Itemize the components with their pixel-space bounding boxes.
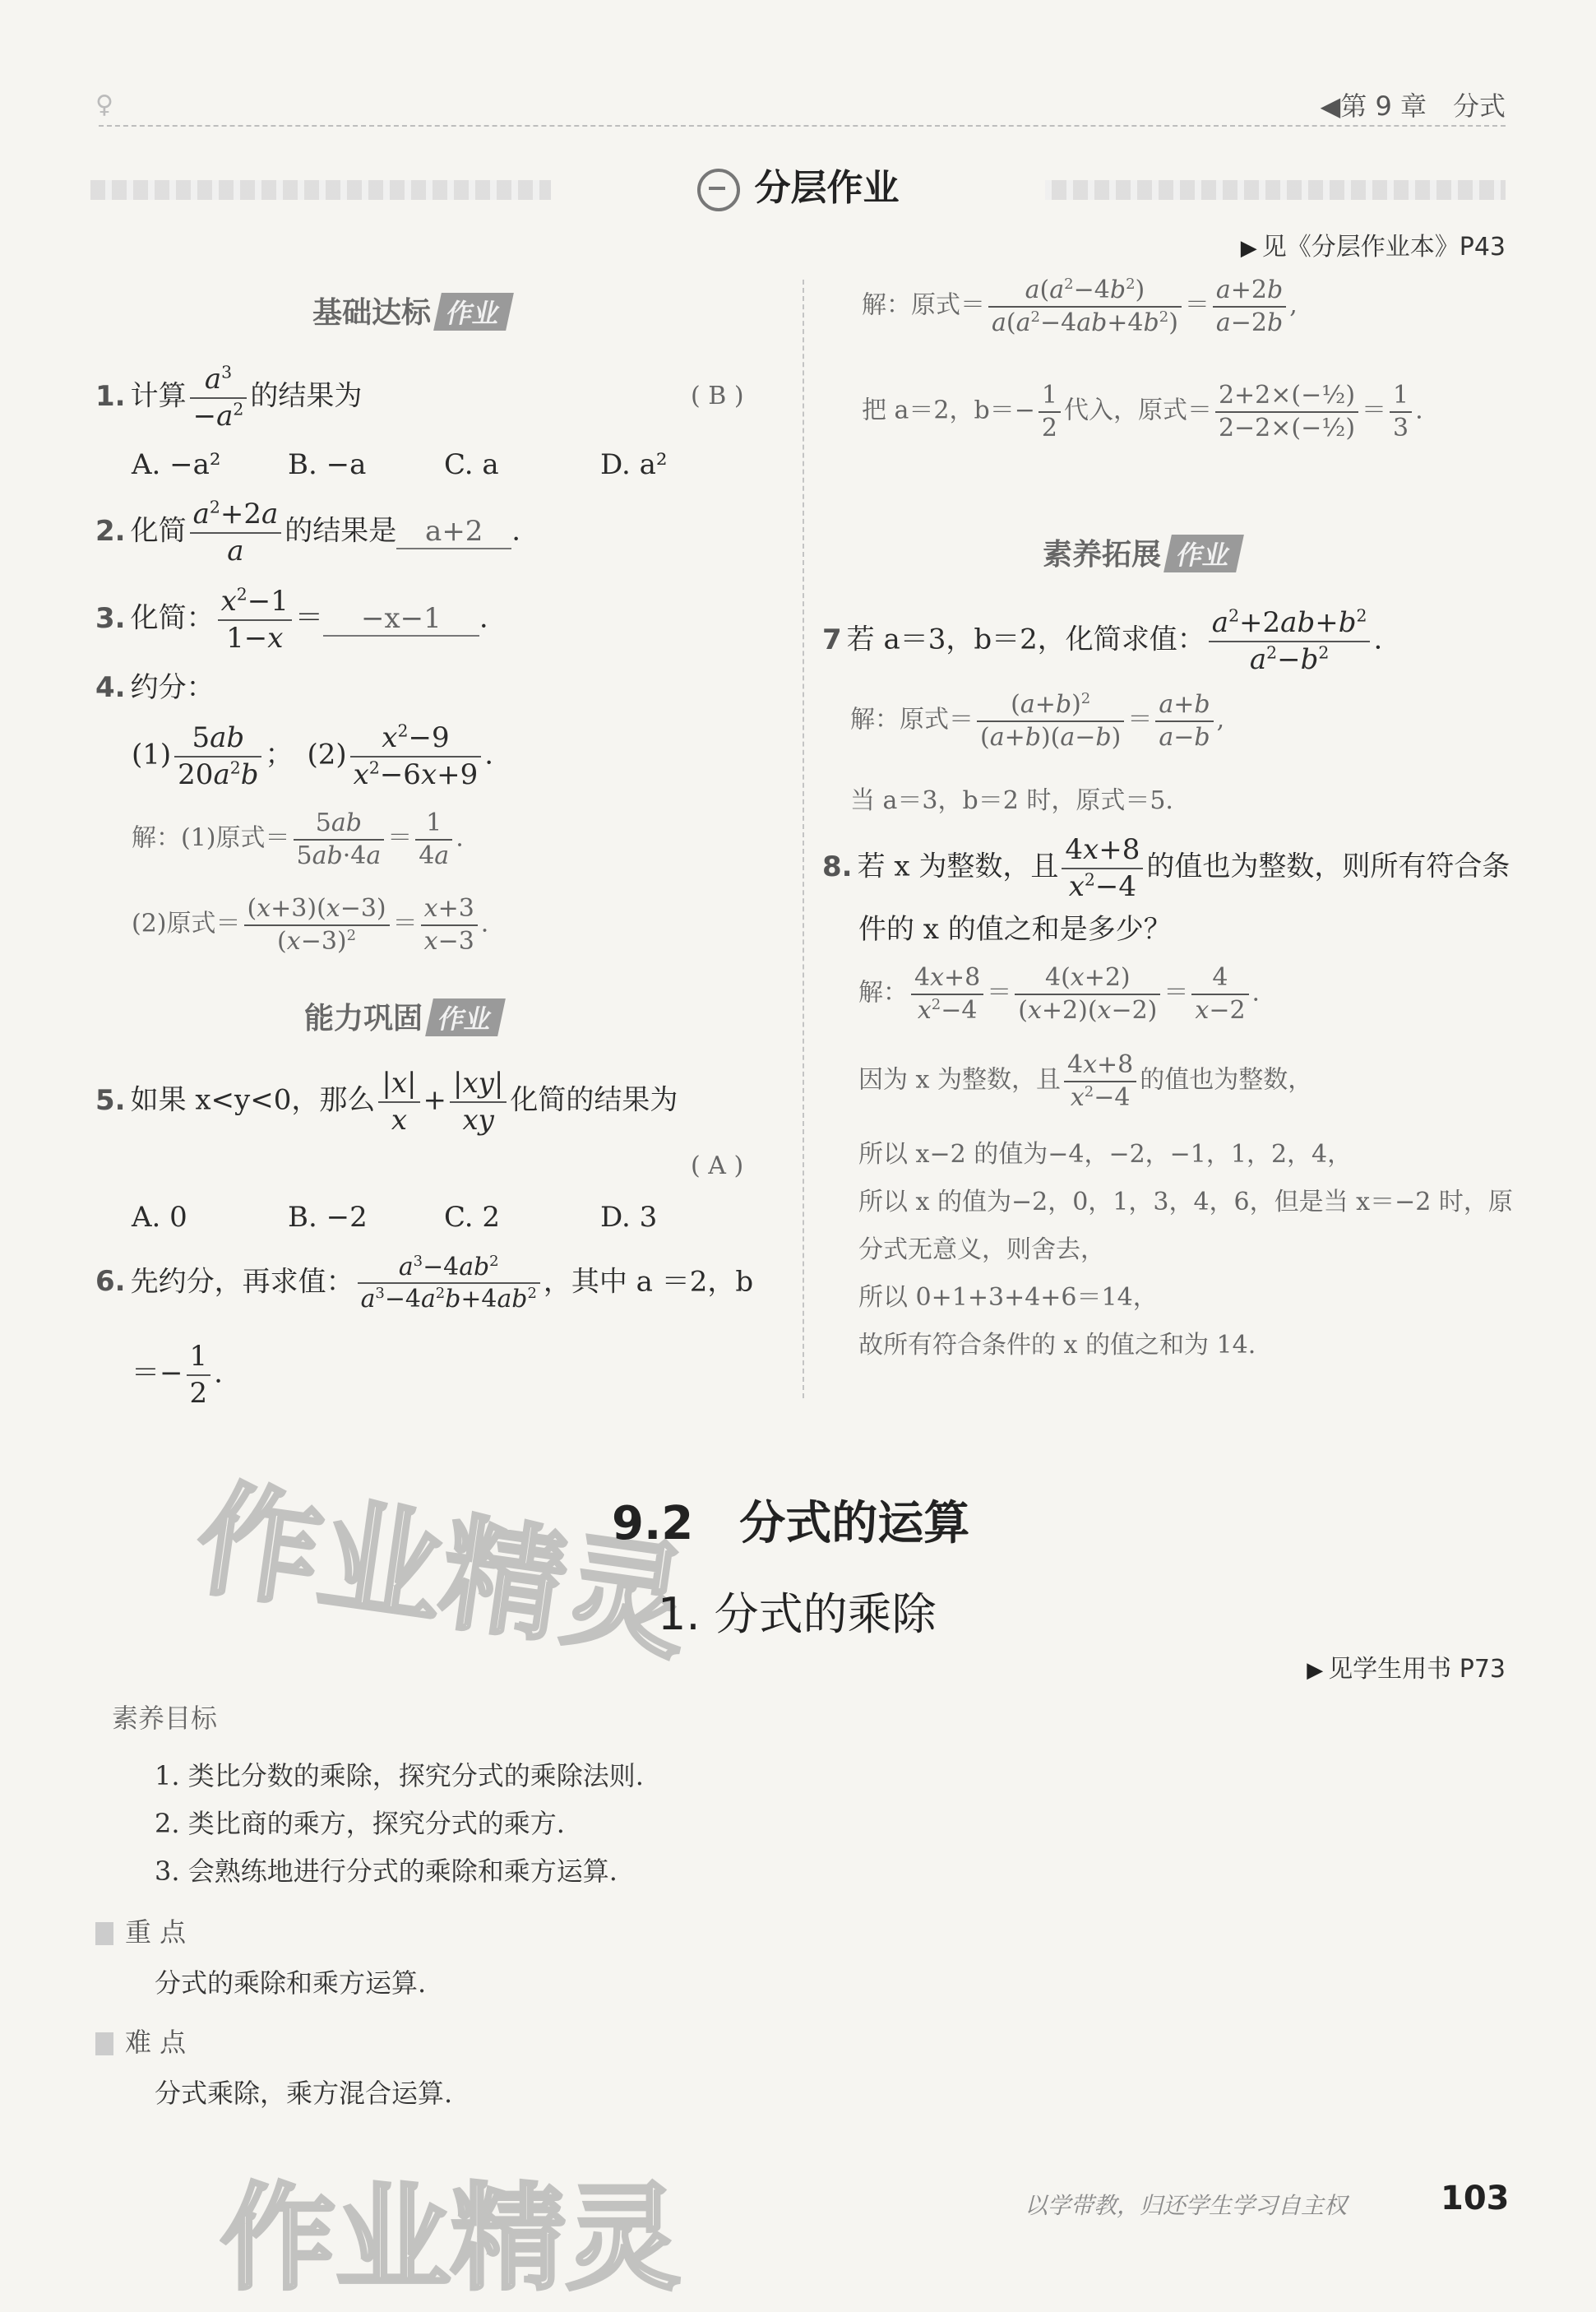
question-1: 1. 计算 $\frac{a^3}{-a^2}$ 的结果为 [95,362,363,433]
question-5: 5. 如果 x<y<0，那么 $\frac{|x|}{x}$ + $\frac{|xy|}{xy}$ 化简的结果为 [95,1067,678,1137]
lesson-subtitle: 1. 分式的乘除 [658,1588,937,1640]
corner-mark: ♀ [95,90,113,119]
goal-1: 1. 类比分数的乘除，探究分式的乘除法则. [155,1760,644,1791]
question-6-tail: ＝− $\frac{1}{2}$ . [132,1340,223,1410]
page-number: 103 [1441,2180,1510,2217]
question-7: 7 若 a＝3，b＝2，化简求值： $\frac{a^2+2ab+b^2}{a^2-b^2}$ . [822,605,1383,676]
tag-ability: 能力巩固 作业 [304,995,502,1037]
solution-8-line1: 解： $\frac{4x+8}{x^2-4}$ ＝ $\frac{4(x+2)}{(x+2)(x-2)}$ ＝ $\frac{4}{x-2}$ . [858,963,1261,1025]
section-title: 分层作业 [0,158,1596,211]
options-5: A. 0 B. −2 C. 2 D. 3 [132,1201,658,1234]
solution-8-line2: 因为 x 为整数，且 $\frac{4x+8}{x^2-4}$ 的值也为整数， [858,1050,1313,1112]
solution-6-line1: 解：原式＝ $\frac{a(a^2-4b^2)}{a(a^2-4ab+4b^2)}$ ＝ $\frac{a+2b}{a-2b}$ , [862,276,1298,337]
key-point-heading: 重 点 [95,1911,186,1949]
watermark-top: 作业精灵 [187,1466,697,1678]
chapter-header: ◀第 9 章 分式 [1320,90,1506,122]
solution-7: 解：原式＝ $\frac{(a+b)^2}{(a+b)(a-b)}$ ＝ $\frac{a+b}{a-b}$ , [850,690,1225,752]
student-book-ref: ▶ 见学生用书 P73 [1307,1655,1506,1684]
watermark-bottom: 作业精灵 [220,2172,682,2306]
question-8: 8. 若 x 为整数，且 $\frac{4x+8}{x^2-4}$ 的值也为整数，则所有符合条 [822,833,1510,903]
question-3: 3. 化简： $\frac{x^2-1}{1-x}$ ＝ −x−1 . [95,584,488,655]
footer-slogan: 以学带教，归还学生学习自主权 [1025,2192,1348,2219]
question-4-parts: (1) $\frac{5ab}{20a^2b}$ ； (2) $\frac{x^2-9}{x^2-6x+9}$ . [132,720,494,791]
section-icon [697,169,740,211]
solution-8-line3: 所以 x−2 的值为−4，−2，−1，1，2，4， [858,1140,1353,1169]
heading-bar [95,2032,113,2055]
options-1: A. −a² B. −a C. a D. a² [132,448,668,481]
goal-3: 3. 会熟练地进行分式的乘除和乘方运算. [155,1856,618,1887]
difficulty-heading: 难 点 [95,2022,186,2059]
solution-8-line4: 所以 x 的值为−2，0，1，3，4，6，但是当 x＝−2 时，原 [858,1188,1513,1216]
solution-8-line7: 故所有符合条件的 x 的值之和为 14. [858,1331,1256,1360]
question-2: 2. 化简 $\frac{a^2+2a}{a}$ 的结果是 a+2 . [95,497,521,568]
solution-6-line2: 把 a＝2，b＝− $\frac{1}{2}$ 代入，原式＝ $\frac{\text{2+2×(−½)}}{\text{2−2×(−½)}}$ ＝ $\frac{1}{3}$ . [862,381,1423,442]
goals-heading: 素养目标 [112,1703,218,1734]
header-divider [99,125,1506,127]
goal-2: 2. 类比商的乘方，探究分式的乘方. [155,1808,565,1839]
solution-8-line6: 所以 0+1+3+4+6＝14， [858,1283,1158,1312]
tag-expand: 素养拓展 作业 [1043,531,1240,573]
solution-4-2: (2)原式＝ $\frac{(x+3)(x-3)}{(x-3)^2}$ ＝ $\frac{x+3}{x-3}$ . [132,894,489,956]
workbook-ref: ▶ 见《分层作业本》P43 [1240,233,1506,262]
solution-8-line5: 分式无意义，则舍去， [858,1235,1105,1264]
lesson-title: 9.2 分式的运算 [612,1497,970,1550]
answer-1: ( B ) [691,382,744,410]
play-icon: ▶ [1240,236,1257,261]
answer-5: ( A ) [691,1151,744,1180]
difficulty: 分式乘除，乘方混合运算. [155,2078,453,2109]
column-divider [803,280,804,1398]
key-point: 分式的乘除和乘方运算. [155,1967,427,1999]
solution-7-value: 当 a＝3，b＝2 时，原式＝5. [850,786,1173,815]
question-4: 4. 约分： [95,671,215,704]
heading-bar [95,1922,113,1945]
question-8-line2: 件的 x 的值之和是多少？ [858,913,1172,946]
tag-basic: 基础达标 作业 [312,290,510,331]
question-6: 6. 先约分，再求值： $\frac{a^3-4ab^2}{a^3-4a^2b+4ab^2}$ ，其中 a ＝2，b [95,1253,754,1314]
solution-4-1: 解：(1)原式＝ $\frac{5ab}{5ab\cdot 4a}$ ＝ $\frac{1}{4a}$ . [132,809,464,870]
play-icon: ▶ [1307,1658,1324,1683]
